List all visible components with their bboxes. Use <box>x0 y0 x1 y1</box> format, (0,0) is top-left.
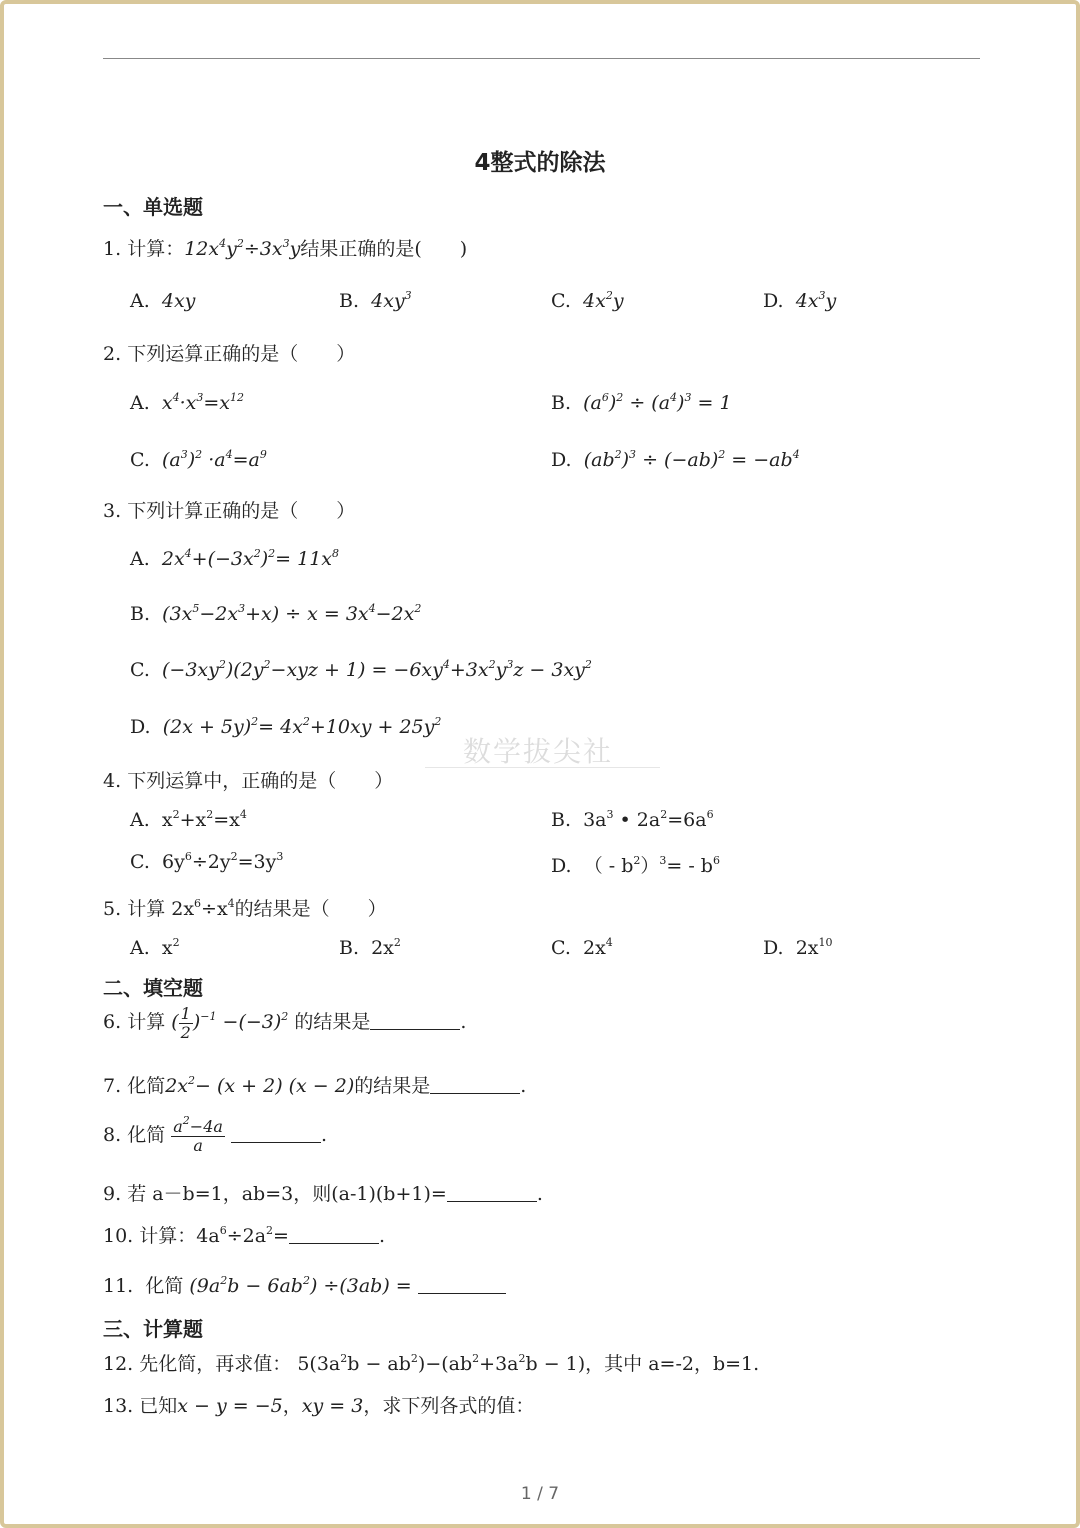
question-prefix: 计算 2x <box>127 898 195 920</box>
question-suffix: ，求下列各式的值： <box>363 1395 535 1417</box>
question-number: 3. <box>103 500 122 522</box>
question-text: 下列运算正确的是（ ） <box>127 343 356 365</box>
question-number: 7. <box>103 1075 122 1097</box>
question-mid: ÷2a <box>226 1225 267 1247</box>
section-heading-fill-in: 二、填空题 <box>103 976 203 1000</box>
question-number: 4. <box>103 770 122 792</box>
question-13: 13. 已知x − y = −5，xy = 3，求下列各式的值： <box>103 1395 535 1417</box>
option-letter: A. <box>130 392 150 414</box>
question-5: 5. 计算 $2x^6\div x^4$的结果是（ ） <box>103 897 387 920</box>
question-suffix: ，其中 a=-2，b=1. <box>585 1353 760 1375</box>
option-letter: B. <box>551 392 572 414</box>
question-suffix: 的结果是 <box>288 1011 371 1034</box>
question-1 <box>103 234 467 261</box>
question-prefix: 先化简，再求值： <box>139 1353 292 1375</box>
option-letter: C. <box>551 937 571 959</box>
q1-option-a: A. 4xy <box>130 290 196 312</box>
answer-blank[interactable] <box>289 1227 379 1244</box>
question-prefix: 化简 <box>127 1124 166 1147</box>
question-suffix: 结果正确的是( ) <box>300 238 468 260</box>
question-4 <box>103 766 393 793</box>
question-prefix: 化简 <box>127 1075 166 1097</box>
question-prefix: 计算： <box>127 238 185 260</box>
question-text: 下列计算正确的是（ ） <box>127 500 356 522</box>
section-heading-single-choice: 一、单选题 <box>103 195 203 219</box>
question-suffix: = <box>273 1225 289 1247</box>
q2-option-b: B. $(a^6)^2 \div (a^4)^3 = 1$ <box>551 391 732 414</box>
option-letter: A. <box>130 937 150 959</box>
option-letter: D. <box>763 937 784 959</box>
option-letter: B. <box>130 603 151 625</box>
q3-option-d: D. $(2x + 5y)^2= 4x^2+10xy + 25y^2$ <box>130 715 442 738</box>
question-number: 2. <box>103 343 122 365</box>
question-7: 7. 化简$2x^2- (x + 2) (x - 2)$的结果是 . <box>103 1074 527 1097</box>
option-letter: D. <box>551 855 572 877</box>
option-letter: C. <box>130 659 150 681</box>
q4-option-b: B. $3a^3$ • $2a^2=6a^6$ <box>551 808 714 831</box>
question-number: 10. <box>103 1225 134 1247</box>
question-2 <box>103 339 355 366</box>
answer-blank[interactable] <box>231 1126 321 1143</box>
option-letter: A. <box>130 809 150 831</box>
question-number: 1. <box>103 238 122 260</box>
question-number: 12. <box>103 1353 134 1375</box>
fraction-expression: $\frac{a^2-4a}{a}$ <box>173 1114 223 1155</box>
option-letter: C. <box>130 851 150 873</box>
q3-option-a: A. $2x^4+(-3x^2)^2= 11x^8$ <box>130 547 340 570</box>
watermark-ornament <box>425 767 660 768</box>
q2-option-c: C. $(a^3)^2 \cdot a^4=a^9$ <box>130 448 267 471</box>
answer-blank[interactable] <box>447 1185 537 1202</box>
q1-option-d: D. $4x^3y$ <box>763 289 837 312</box>
question-number: 6. <box>103 1011 122 1034</box>
question-prefix: 化简 <box>145 1275 184 1297</box>
document-title: 4整式的除法 <box>474 150 606 176</box>
question-prefix: 已知 <box>139 1395 178 1417</box>
question-11: 11. 化简 $(9a^2b - 6ab^2) \div(3ab)$ = <box>103 1271 506 1298</box>
question-6: 6. 计算 ( $\frac{1}{2}$ )$^{-1} -(-3)^2$ 的结果是 . <box>103 1004 467 1042</box>
q1-option-c: C. $4x^2y$ <box>551 289 624 312</box>
option-letter: B. <box>339 290 360 312</box>
q3-option-c: C. $(-3xy^2)(2y^2-xyz + 1) = -6xy^4+3x^2y^3z - 3xy^2$ <box>130 658 592 681</box>
question-number: 13. <box>103 1395 134 1417</box>
watermark: 数学拔尖社 <box>463 735 614 768</box>
option-letter: B. <box>339 937 360 959</box>
question-9: 9. 若 a－b=1，ab=3，则(a-1)(b+1)= . <box>103 1183 543 1205</box>
question-number: 5. <box>103 898 122 920</box>
question-number: 8. <box>103 1124 122 1147</box>
q5-option-d: D. $2x^{10}$ <box>763 936 833 959</box>
question-text: 下列运算中，正确的是（ ） <box>127 770 394 792</box>
option-letter: A. <box>130 290 150 312</box>
header-rule <box>103 58 980 59</box>
question-suffix: 的结果是（ ） <box>234 898 387 920</box>
q1-option-b: B. $4xy^3$ <box>339 289 412 312</box>
q4-option-a: A. $x^2+x^2=x^4$ <box>130 808 247 831</box>
question-number: 9. <box>103 1183 122 1205</box>
question-number: 11. <box>103 1275 134 1297</box>
option-letter: C. <box>551 290 571 312</box>
question-suffix: 的结果是 <box>354 1075 431 1097</box>
question-10: 10. 计算：$4a^6\div 2a^2=$ . <box>103 1224 385 1247</box>
answer-blank[interactable] <box>370 1013 460 1030</box>
q5-option-a: A. $x^2$ <box>130 936 180 959</box>
question-mid: ÷x <box>201 898 228 920</box>
page-number: 1 / 7 <box>520 1484 560 1504</box>
answer-blank[interactable] <box>430 1077 520 1094</box>
question-8: 8. 化简 $\frac{a^2-4a}{a}$ . <box>103 1114 328 1155</box>
question-12: 12. 先化简，再求值： $5(3a^2b - ab^2)-(ab^2+3a^2b - 1)$，其中 a=-2，b=1. <box>103 1352 760 1375</box>
q3-option-b: B. $(3x^5-2x^3+x) \div x = 3x^4-2x^2$ <box>130 602 422 625</box>
q4-option-d: D. （ - $b^2)^3= - b^6$ <box>551 854 720 877</box>
fraction-one-half: $\frac{1}{2}$ <box>180 1004 191 1042</box>
option-letter: D. <box>763 290 784 312</box>
option-letter: B. <box>551 809 572 831</box>
answer-blank[interactable] <box>418 1277 506 1294</box>
option-letter: D. <box>551 449 572 471</box>
q2-option-d: D. $(ab^2)^3 \div (-ab)^2 = -ab^4$ <box>551 448 800 471</box>
math-expression: $12x^4y^2\div 3x^3y$ <box>184 237 301 260</box>
option-letter: C. <box>130 449 150 471</box>
question-text: 若 a－b=1，ab=3，则(a-1)(b+1)= <box>127 1183 447 1205</box>
option-letter: D. <box>130 716 151 738</box>
section-heading-calculation: 三、计算题 <box>103 1317 203 1341</box>
question-prefix: 计算 <box>127 1011 166 1034</box>
q5-option-b: B. $2x^2$ <box>339 936 401 959</box>
q5-option-c: C. $2x^4$ <box>551 936 613 959</box>
question-prefix: 计算：4a <box>139 1225 220 1247</box>
option-letter: A. <box>130 548 150 570</box>
q4-option-c: C. $6y^6\div 2y^2=3y^3$ <box>130 850 284 873</box>
question-3 <box>103 496 355 523</box>
q2-option-a: A. $x^4\cdot x^3=x^{12}$ <box>130 391 244 414</box>
